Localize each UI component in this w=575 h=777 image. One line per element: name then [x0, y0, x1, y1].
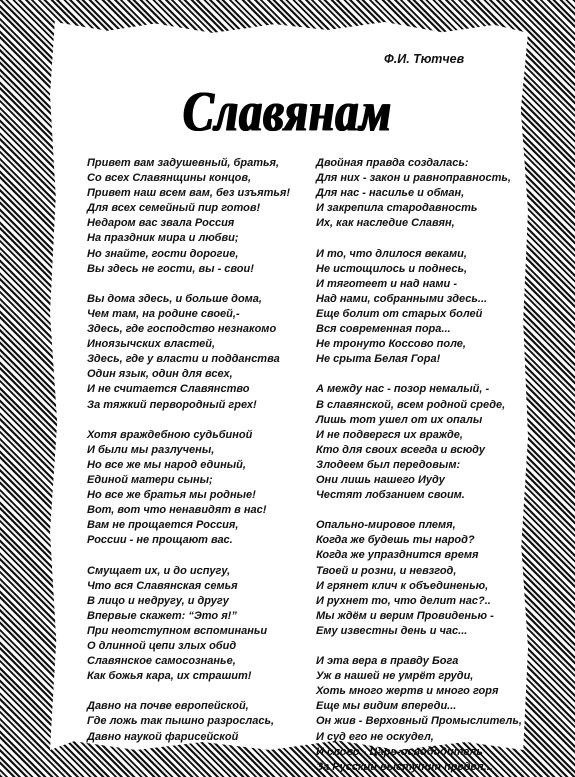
stanza — [316, 654, 522, 775]
poem-line: И рухнет то, что делит нас?.. — [316, 594, 491, 607]
poem-line: Здесь, где у власти и подданства — [87, 353, 280, 366]
poem-line: Когда же упразднится время — [316, 549, 479, 562]
stanza — [87, 292, 290, 413]
poem-line: И были мы разлучены, — [87, 443, 215, 456]
poem-line: Впервые скажет: “Это я!” — [87, 609, 237, 622]
poem-line: Для всех семейный пир готов! — [87, 202, 261, 215]
poem-line: Кто для своих всегда и всюду — [316, 443, 486, 456]
poem-line: И тяготеет и над нами - — [316, 277, 457, 290]
poem-line: Но все же мы народ единый, — [87, 458, 246, 471]
poem-line: Хоть много жертв и много горя — [316, 685, 499, 698]
poem-line: И не подвергся их вражде, — [316, 428, 463, 441]
poem-line: А между нас - позор немалый, - — [316, 383, 490, 396]
poem-line: Честят лобзанием своим. — [316, 489, 465, 502]
poem-title: Славянам — [183, 79, 392, 143]
stanza — [316, 382, 522, 503]
poem-line: Где ложь так пышно разрослась, — [87, 715, 275, 728]
poem-line: Со всех Славянщины концов, — [87, 172, 252, 185]
poem-line: Вам не прощается Россия, — [87, 519, 239, 532]
poem-line: Славянское самосознанье, — [87, 655, 236, 668]
stanza — [316, 156, 522, 231]
poem-line: Для них - закон и равноправность, — [316, 172, 511, 185]
poem-line: Двойная правда создалась: — [316, 157, 469, 169]
poem-line: Не срыта Белая Гора! — [316, 353, 441, 366]
poem-line: Уж в нашей не умрёт груди, — [316, 670, 474, 683]
poem-line: И эта вера в правду Бога — [316, 655, 459, 668]
poem-line: Привет наш всем вам, без изъятья! — [87, 187, 291, 200]
stanza — [87, 564, 290, 685]
poem-line: Но знайте, гости дорогие, — [87, 247, 239, 260]
poem-line: И грянет клич к объединенью, — [316, 579, 489, 592]
poem-line: Они лишь нашего Иуду — [316, 473, 445, 486]
poem-line: Для нас - насилье и обман, — [316, 187, 465, 200]
poem-line: Как божья кара, их страшит! — [87, 670, 252, 683]
poem-line: Твоей и розни, и невзгод, — [316, 564, 457, 577]
poem-line: Давно наукой фарисейской — [87, 730, 239, 743]
poem-line: На праздник мира и любви; — [87, 232, 239, 245]
stanza — [87, 156, 290, 277]
poem-line: Вы дома здесь, и больше дома, — [87, 292, 262, 305]
poem-line: Их, как наследие Славян, — [316, 217, 455, 230]
poem-line: Еще мы видим впереди... — [316, 700, 457, 713]
poem-line: Здесь, где господство незнакомо — [87, 323, 277, 336]
poem-line: Хотя враждебною судьбиной — [87, 428, 253, 441]
poem-line: Над нами, собранными здесь... — [316, 292, 488, 305]
poem-line: Злодеем был передовым: — [316, 458, 461, 471]
poem-line: За тяжкий первородный грех! — [87, 398, 257, 411]
poem-line: Вы здесь не гости, вы - свои! — [87, 262, 254, 275]
poem-line: Не истощилось и поднесь, — [316, 262, 468, 275]
poem-line: Он жив - Верховный Промыслитель, — [316, 715, 522, 728]
stanza — [316, 247, 522, 368]
poem-line: За Русский выступит предел... — [316, 760, 493, 773]
stanza — [316, 518, 522, 639]
stanza — [87, 699, 290, 744]
poem-line: Ему известны день и час... — [316, 624, 468, 637]
poem-line: Опально-мировое племя, — [316, 519, 456, 532]
poem-column-left — [87, 156, 290, 745]
poem-line: При неотступном вспоминаньи — [87, 624, 268, 637]
poem-line: И закрепила стародавность — [316, 202, 478, 215]
poem-line: Что вся Славянская семья — [87, 579, 238, 592]
poem-line: Давно на почве европейской, — [87, 700, 249, 713]
poem-line: Лишь тот ушел от их опалы — [316, 413, 483, 426]
poem-column-right — [316, 156, 522, 775]
poem-line: И слово - Царь-освободитель — [316, 745, 483, 758]
poem-line: Не тронуто Коссово поле, — [316, 338, 466, 351]
poem-line: О длинной цепи злых обид — [87, 640, 237, 652]
poem-line: Смущает их, и до испугу, — [87, 564, 231, 577]
poem-line: В славянской, всем родной среде, — [316, 398, 506, 411]
poem-line: Единой матери сыны; — [87, 473, 213, 486]
poem-line: В лицо и недругу, и другу — [87, 594, 229, 607]
poem-line: Вся современная пора... — [316, 323, 451, 336]
poem-line: Иноязычских властей, — [87, 338, 216, 351]
poem-line: И не считается Славянство — [87, 383, 250, 396]
poem-line: И то, что длилося веками, — [316, 247, 467, 260]
stanza — [87, 428, 290, 549]
poem-line: Мы ждём и верим Провиденью - — [316, 609, 494, 622]
poem-line: России - не прощают вас. — [87, 534, 233, 547]
poem-line: Еще болит от старых болей — [316, 307, 483, 320]
poem-line: Чем там, на родине своей,- — [87, 307, 240, 320]
poem-line: Один язык, один для всех, — [87, 368, 233, 381]
poem-line: И суд его не оскудел, — [316, 730, 434, 743]
poem-line: Но все же братья мы родные! — [87, 489, 256, 502]
poem-line: Привет вам задушевный, братья, — [87, 157, 280, 169]
author-name: Ф.И. Тютчев — [384, 52, 465, 66]
poem-line: Когда же будешь ты народ? — [316, 534, 475, 547]
poem-line: Вот, вот что ненавидят в нас! — [87, 504, 267, 517]
poem-line: Недаром вас звала Россия — [87, 217, 235, 230]
